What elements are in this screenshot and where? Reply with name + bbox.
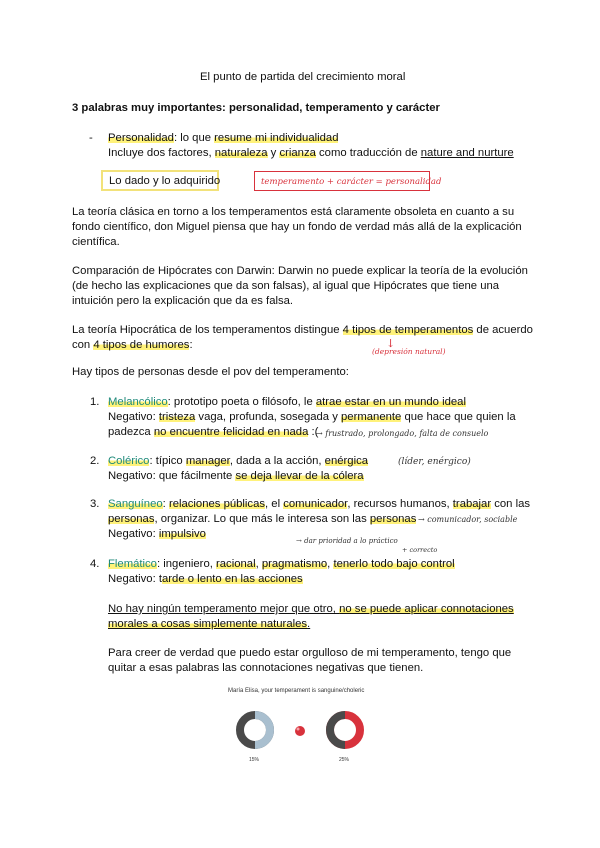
paragraph-1-line: La teoría clásica en torno a los temperamentos está claramente obsoleta en cuanto a su: [72, 206, 515, 218]
type-3-line3: [108, 527, 206, 542]
text: :(: [308, 426, 319, 438]
text: , recursos humanos,: [347, 498, 453, 510]
text: La teoría Hipocrática de los temperamentos distingue: [72, 324, 343, 336]
text: : lo que: [173, 132, 215, 144]
conclusion-line2: [108, 617, 310, 632]
highlight: crianza: [279, 147, 316, 159]
highlight: racional: [216, 558, 256, 570]
final-line2: quitar a esas palabras las connotaciones negativas que tienen.: [108, 662, 424, 674]
type-3-num: 3.: [90, 498, 100, 510]
figure-donuts: [225, 698, 375, 760]
heading: 3 palabras muy importantes: personalidad, temperamento y carácter: [72, 102, 440, 114]
arrow-down-note: ↓: [386, 337, 396, 350]
paragraph-3-line1: [72, 323, 533, 338]
nature-nurture: nature and nurture: [420, 147, 514, 159]
text: con las: [491, 498, 531, 510]
text: que hace que quien la: [401, 411, 516, 423]
text: : ingeniero,: [156, 558, 217, 570]
handwritten-formula-box: [254, 171, 442, 191]
type-3-line2: [108, 512, 416, 527]
highlight: naturaleza: [214, 147, 268, 159]
paragraph-3-line2: [72, 338, 193, 353]
text: .: [307, 618, 311, 630]
type-3-note: → comunicador, sociable: [418, 515, 518, 524]
text: : prototipo poeta o filósofo, le: [167, 396, 316, 408]
type-name: Sanguíneo: [108, 498, 163, 510]
highlight: personas: [369, 513, 417, 525]
personalidad-line1: [108, 131, 338, 146]
type-2-line1: [108, 454, 368, 469]
right-donut-dark-arc: [330, 715, 345, 745]
highlight: enérgica: [324, 455, 369, 467]
text: , el: [265, 498, 284, 510]
type-name: Colérico: [108, 455, 150, 467]
text: ,: [255, 558, 262, 570]
highlight: se deja llevar de la cólera: [235, 470, 364, 482]
text: Negativo:: [108, 528, 159, 540]
text: ,: [327, 558, 334, 570]
center-icon-highlight: [297, 728, 300, 731]
type-1-num: 1.: [90, 396, 100, 408]
text: con: [72, 339, 94, 351]
highlight: atrae estar en un mundo ideal: [315, 396, 466, 408]
type-2-line2: [108, 469, 364, 484]
figure-caption: María Elisa, your temperament is sanguine/choleric: [228, 688, 365, 694]
text: Incluye dos factores,: [108, 147, 215, 159]
type-1-line2: [108, 410, 516, 425]
page-title: El punto de partida del crecimiento moral: [200, 71, 406, 83]
text: Negativo: t: [108, 573, 163, 585]
type-1-line1: [108, 395, 466, 410]
type-2-num: 2.: [90, 455, 100, 467]
text: :: [189, 339, 193, 351]
highlight: personas: [108, 513, 155, 525]
type-2-note: (líder, enérgico): [398, 457, 471, 467]
highlight: comunicador: [283, 498, 348, 510]
text: Negativo:: [108, 411, 159, 423]
text: de acuerdo: [473, 324, 533, 336]
text: y: [267, 147, 280, 159]
highlight: no se puede aplicar connotaciones: [339, 603, 514, 615]
highlight: trabajar: [452, 498, 492, 510]
note-humores: (depresión natural): [372, 347, 446, 356]
bullet-dash: -: [89, 132, 93, 144]
text: como traducción de: [315, 147, 421, 159]
highlight: pragmatismo: [261, 558, 328, 570]
personalidad-line2: [108, 146, 514, 161]
highlight: manager: [185, 455, 230, 467]
highlight: morales a cosas simplemente naturales: [108, 618, 308, 630]
paragraph-1-line: científica.: [72, 236, 120, 248]
paragraph-2-line: (de hecho las explicaciones que da son falsas), al igual que Hipócrates que tiene una: [72, 280, 500, 292]
type-4-note-2: + correcto: [402, 546, 438, 554]
type-4-line1: [108, 557, 455, 572]
text: No hay ningún temperamento mejor que otro,: [108, 603, 340, 615]
handwritten-formula: temperamento + carácter = personalidad: [261, 177, 442, 187]
paragraph-2-line: intuición pero la explicación que da es falsa.: [72, 295, 294, 307]
term-personalidad: Personalidad: [108, 132, 174, 144]
highlight: 4 tipos de temperamentos: [342, 324, 474, 336]
text: padezca: [108, 426, 154, 438]
text: Negativo: que fácilmente: [108, 470, 236, 482]
paragraph-1-line: fondo científico, don Miguel piensa que hay un fondo de verdad más allá de la explicación: [72, 221, 522, 233]
type-4-num: 4.: [90, 558, 100, 570]
highlight: impulsivo: [158, 528, 206, 540]
left-donut-label: 15%: [249, 757, 260, 763]
left-donut-blue-arc: [255, 715, 270, 745]
text: , organizar. Lo que más le interesa son las: [154, 513, 370, 525]
paragraph-2-line: Comparación de Hipócrates con Darwin: Darwin no puede explicar la teoría de la evolución: [72, 265, 528, 277]
highlight: tenerlo todo bajo control: [333, 558, 455, 570]
text: , dada a la acción,: [229, 455, 325, 467]
final-line1: Para creer de verdad que puedo estar orgulloso de mi temperamento, tengo que: [108, 647, 512, 659]
text: vaga, profunda, sosegada y: [195, 411, 342, 423]
right-donut-label: 25%: [339, 757, 350, 763]
paragraph-4: Hay tipos de personas desde el pov del temperamento:: [72, 366, 349, 378]
conclusion-line1: [108, 602, 514, 617]
box-dado-adquirido: [101, 170, 219, 191]
highlight: relaciones públicas: [168, 498, 266, 510]
bullet-personalidad: [89, 131, 93, 146]
type-3-line1: [108, 497, 530, 512]
box-label: Lo dado y lo adquirido: [109, 175, 221, 187]
text: : típico: [149, 455, 186, 467]
highlight: no encuentre felicidad en nada: [153, 426, 309, 438]
center-icon: [295, 726, 305, 736]
highlight: 4 tipos de humores: [93, 339, 190, 351]
highlight: arde o lento en las acciones: [162, 573, 303, 585]
type-4-note-1: → dar prioridad a lo práctico: [296, 537, 398, 545]
type-name: Melancólico: [108, 396, 168, 408]
type-1-note: → frustrado, prolongado, falta de consuelo: [316, 429, 489, 438]
type-1-line3: [108, 425, 318, 440]
highlight: permanente: [341, 411, 402, 423]
highlight: resume mi individualidad: [214, 132, 339, 144]
type-name: Flemático: [108, 558, 157, 570]
type-4-line2: [108, 572, 303, 587]
text: :: [162, 498, 169, 510]
highlight: tristeza: [158, 411, 196, 423]
